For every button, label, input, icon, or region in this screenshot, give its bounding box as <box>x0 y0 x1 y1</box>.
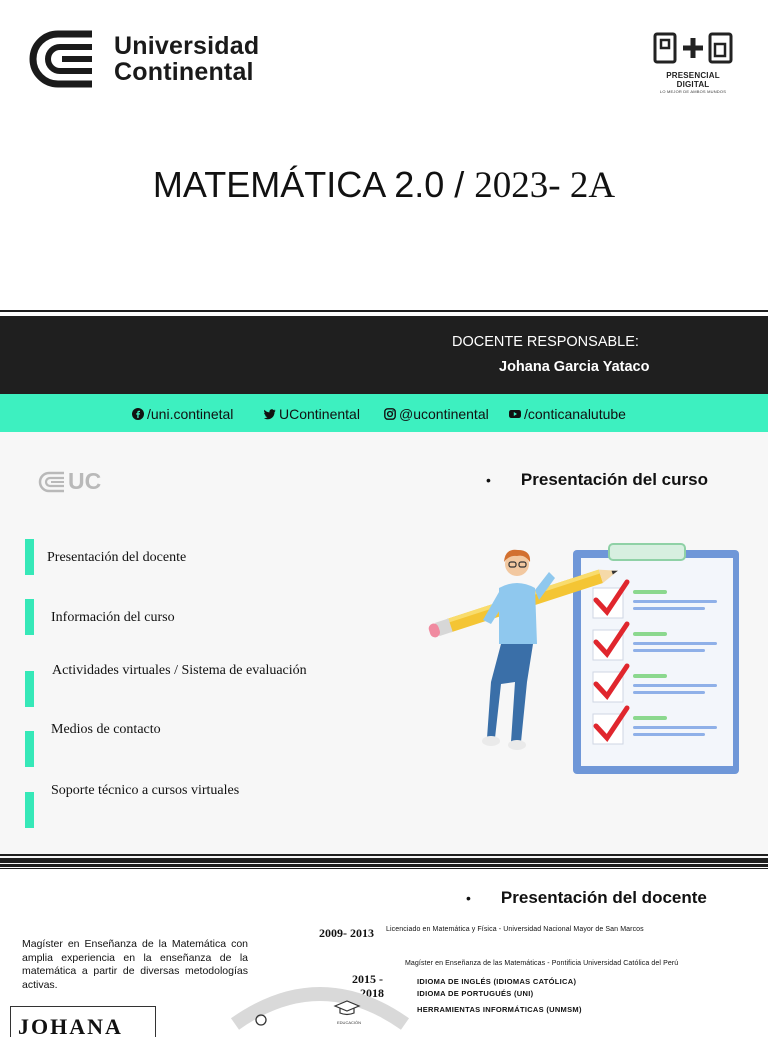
partner-tagline: LO MEJOR DE AMBOS MUNDOS <box>659 89 727 94</box>
agenda-slide <box>0 432 768 864</box>
heading-bullet: • <box>486 472 491 488</box>
uc-small-text: UC <box>68 468 102 494</box>
course-period: 2023- 2A <box>474 165 616 206</box>
docente-heading <box>466 888 707 908</box>
top-line <box>0 868 768 869</box>
agenda-marker-4 <box>25 731 34 767</box>
docente-label: DOCENTE RESPONSABLE: <box>452 334 639 350</box>
uc-small-logo-icon <box>38 471 66 493</box>
docente-bio: Magíster en Enseñanza de la Matemática con amplia experiencia en la enseñanza de la matemática a partir de diversas metodologías activas. <box>22 938 248 991</box>
timeline-year-1: 2009- 2013 <box>319 926 374 940</box>
timeline-text-2: Magíster en Enseñanza de las Matemáticas - Pontificia Universidad Católica del Perú <box>405 960 679 967</box>
uc-small-logo <box>38 468 101 495</box>
agenda-marker-5 <box>25 792 34 828</box>
timeline-arc <box>225 984 415 1024</box>
uc-logo-icon <box>32 30 102 88</box>
timeline-text-1: Licenciado en Matemática y Física - Universidad Nacional Mayor de San Marcos <box>386 926 644 933</box>
brand-line-1: Universidad <box>114 32 260 60</box>
docente-heading-text: Presentación del docente <box>500 888 707 907</box>
instagram-icon <box>384 408 396 420</box>
docente-band <box>0 316 768 394</box>
top-bar <box>0 864 768 867</box>
agenda-marker-3 <box>25 671 34 707</box>
skill-2: IDIOMA DE PORTUGUÉS (UNI) <box>417 989 534 998</box>
social-youtube[interactable] <box>509 406 626 422</box>
timeline-year-2a: 2015 - <box>352 972 383 986</box>
docente-name: Johana Garcia Yataco <box>499 359 650 375</box>
footer-line <box>0 854 768 856</box>
checklist-illustration <box>425 542 745 778</box>
agenda-heading <box>486 470 708 490</box>
social-youtube-text: /conticanalutube <box>524 406 626 422</box>
docente-name-partial: JOHANA <box>18 1014 123 1039</box>
facebook-icon <box>132 408 144 420</box>
footer-bar <box>0 858 768 863</box>
social-instagram-text: @ucontinental <box>399 406 489 422</box>
agenda-item-1[interactable]: Presentación del docente <box>47 550 187 565</box>
docente-slide <box>0 864 768 1039</box>
skill-1: IDIOMA DE INGLÉS (IDIOMAS CATÓLICA) <box>417 977 577 986</box>
agenda-marker-1 <box>25 539 34 575</box>
docente-heading-bullet: • <box>466 890 471 906</box>
brand-line-2: Continental <box>114 58 254 86</box>
agenda-item-5[interactable]: Soporte técnico a cursos virtuales <box>51 783 240 798</box>
social-facebook-text: /uni.continetal <box>147 406 234 422</box>
agenda-marker-2 <box>25 599 34 635</box>
pd-logo-icon <box>653 32 733 64</box>
education-label: EDUCACIÓN <box>337 1020 362 1025</box>
social-instagram[interactable] <box>384 406 489 422</box>
agenda-item-4[interactable]: Medios de contacto <box>51 722 161 737</box>
twitter-icon <box>264 408 276 420</box>
divider-line <box>0 310 768 312</box>
agenda-item-3[interactable]: Actividades virtuales / Sistema de evaluación <box>52 663 307 678</box>
social-twitter-text: UContinental <box>279 406 360 422</box>
course-title-main: MATEMÁTICA 2.0 / <box>152 164 475 205</box>
universidad-continental-logo <box>32 30 259 88</box>
agenda-item-2[interactable]: Información del curso <box>51 610 175 625</box>
title-slide <box>0 0 768 432</box>
social-facebook[interactable] <box>132 406 233 422</box>
skill-3: HERRAMIENTAS INFORMÁTICAS (UNMSM) <box>417 1005 582 1014</box>
partner-name: PRESENCIAL DIGITAL <box>666 71 720 89</box>
timeline-year-2b: 2018 <box>360 986 384 1000</box>
presencial-digital-logo <box>652 32 734 94</box>
social-twitter[interactable] <box>264 406 360 422</box>
person-figure <box>482 550 555 750</box>
course-title <box>0 164 768 207</box>
agenda-heading-text: Presentación del curso <box>520 470 708 489</box>
youtube-icon <box>509 408 521 420</box>
